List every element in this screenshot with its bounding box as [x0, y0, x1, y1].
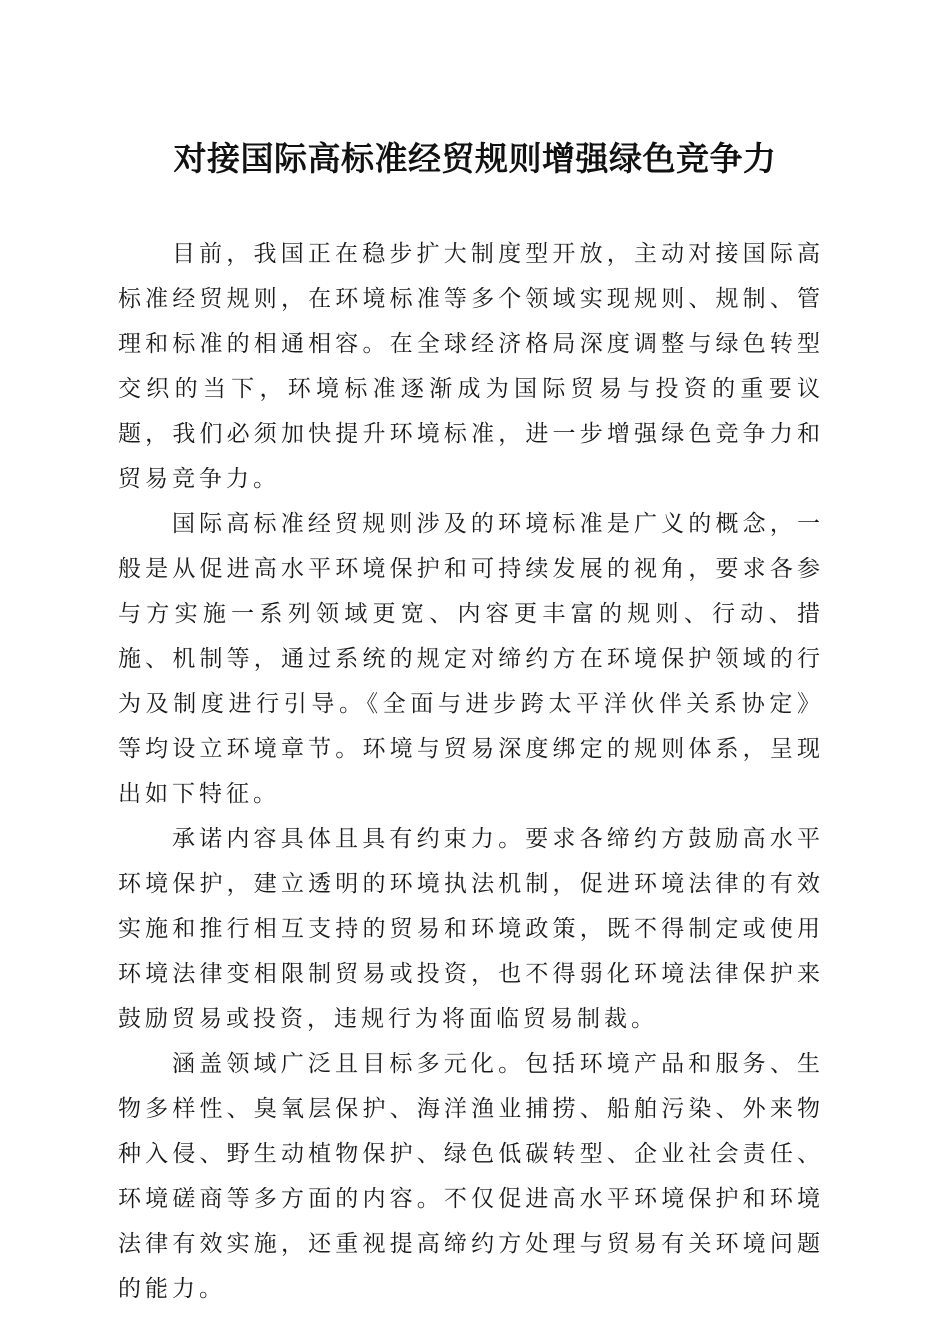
paragraph: 承诺内容具体且具有约束力。要求各缔约方鼓励高水平环境保护，建立透明的环境执法机制，促进环境法律的有效实施和推行相互支持的贸易和环境政策，既不得制定或使用环境法律变相限制贸易或投资，也不得弱化环境法律保护来鼓励贸易或投资，违规行为将面临贸易制裁。 — [118, 826, 824, 1032]
article-body — [118, 232, 824, 1312]
article-title: 对接国际高标准经贸规则增强绿色竞争力 — [173, 139, 777, 178]
paragraph: 涵盖领域广泛且目标多元化。包括环境产品和服务、生物多样性、臭氧层保护、海洋渔业捕捞、船舶污染、外来物种入侵、野生动植物保护、绿色低碳转型、企业社会责任、环境磋商等多方面的内容。不仅促进高水平环境保护和环境法律有效实施，还重视提高缔约方处理与贸易有关环境问题的能力。 — [118, 1051, 824, 1302]
paragraph: 国际高标准经贸规则涉及的环境标准是广义的概念，一般是从促进高水平环境保护和可持续发展的视角，要求各参与方实施一系列领域更宽、内容更丰富的规则、行动、措施、机制等，通过系统的规定对缔约方在环境保护领域的行为及制度进行引导。《全面与进步跨太平洋伙伴关系协定》等均设立环境章节。环境与贸易深度绑定的规则体系，呈现出如下特征。 — [118, 511, 824, 807]
paragraph: 目前，我国正在稳步扩大制度型开放，主动对接国际高标准经贸规则，在环境标准等多个领域实现规则、规制、管理和标准的相通相容。在全球经济格局深度调整与绿色转型交织的当下，环境标准逐渐成为国际贸易与投资的重要议题，我们必须加快提升环境标准，进一步增强绿色竞争力和贸易竞争力。 — [118, 241, 824, 492]
